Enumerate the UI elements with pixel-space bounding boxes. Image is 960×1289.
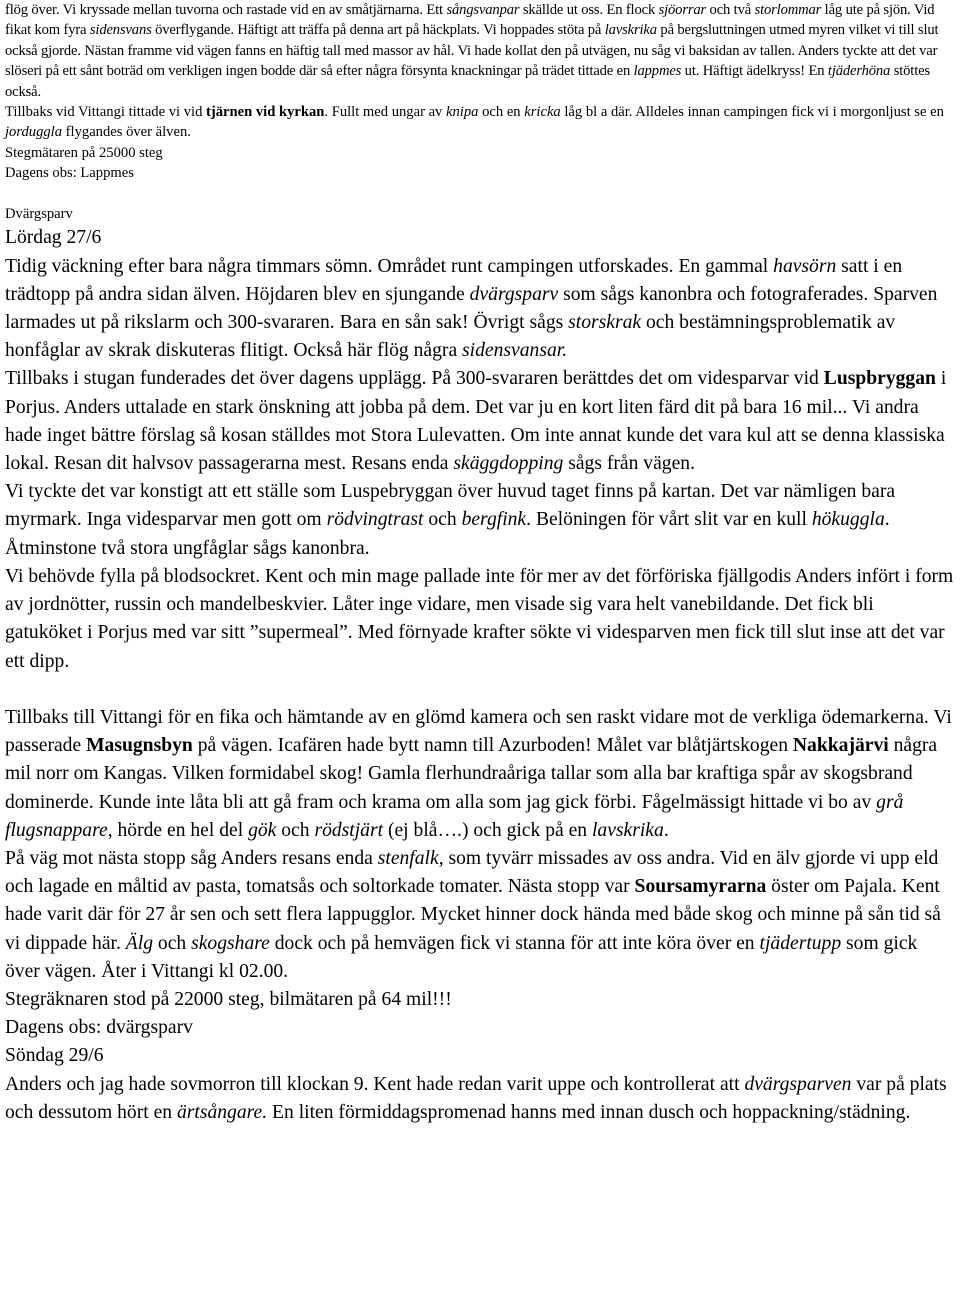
italic-species-name: storskrak	[568, 312, 642, 334]
text-run: på vägen. Icafären hade bytt namn till Azurboden! Målet var blåtjärtskogen	[192, 735, 793, 757]
italic-species-name: bergfink	[461, 509, 527, 531]
paragraph	[5, 163, 955, 183]
small-text-section	[5, 0, 955, 224]
italic-species-name: skäggdopping	[453, 453, 564, 475]
text-run: som gick över vägen. Åter i Vittangi kl 02.00.	[5, 932, 918, 982]
text-run: Tillbaks till Vittangi för en fika och hämtande av en glömd kamera och sen raskt vidare mot de verkliga ödemarkerna. Vi passerade	[5, 706, 952, 757]
text-run: i Porjus. Anders uttalade en stark önskning att jobba på dem. Det var ju en kort liten färd dit på bara 16 mil... Vi andra hade inget bättre förslag så kosan ställdes mot Stora Lulevatten. Om inte annat kunde det vara kul att se denna klassiska lokal. Resan dit halvsov passagerarna mest. Resans enda	[5, 368, 947, 475]
italic-species-name: rödvingtrast	[326, 509, 424, 531]
text-run: . Belöningen för vårt slit var en kull	[526, 509, 812, 531]
paragraph	[5, 224, 955, 252]
text-run: och	[153, 932, 192, 954]
text-run: låg ute på sjön. Vid fikat kom fyra	[5, 2, 935, 39]
italic-species-name: skogshare	[191, 932, 270, 954]
paragraph	[5, 845, 955, 986]
paragraph	[5, 102, 955, 143]
text-run: skällde ut oss. En flock	[519, 2, 659, 18]
italic-species-name: havsörn	[773, 255, 837, 277]
italic-species-name: sidensvans	[89, 22, 152, 39]
text-run: . Fullt med ungar av	[324, 104, 447, 121]
text-run: . Åtminstone två stora ungfåglar sågs kanonbra.	[5, 509, 890, 559]
text-run: dock och på hemvägen fick vi stanna för att inte köra över en	[269, 932, 760, 954]
italic-species-name: dvärgsparv	[469, 283, 559, 305]
italic-species-name: lavskrika	[604, 22, 657, 39]
text-run: och bestämningsproblematik av honfåglar av skrak diskuteras flitigt. Också här flög några	[5, 312, 896, 362]
text-run: stöttes också.	[5, 63, 930, 100]
italic-species-name: jorduggla	[5, 124, 63, 141]
italic-species-name: lappmes	[633, 63, 682, 80]
text-run: som sågs kanonbra och fotograferades. Sparven larmades ut på rikslarm och 300-svararen. Bara en sån sak! Övrigt sågs	[5, 283, 938, 334]
text-run: Stegräknaren stod på 22000 steg, bilmätaren på 64 mil!!!	[5, 988, 452, 1010]
text-run: och två	[706, 2, 755, 18]
italic-species-name: storlommar	[754, 2, 822, 18]
text-run: satt i en trädtopp på andra sidan älven. Höjdaren blev en sjungande	[5, 255, 903, 305]
italic-species-name: stenfalk,	[377, 847, 444, 869]
paragraph	[5, 986, 955, 1014]
bold-text: Masugnsbyn	[86, 735, 193, 757]
text-run: Tillbaks vid Vittangi tittade vi vid	[5, 104, 207, 121]
italic-species-name: sidensvansar.	[462, 340, 568, 362]
text-run: låg bl a där. Alldeles innan campingen fick vi i morgonljust se en	[560, 104, 944, 121]
paragraph	[5, 253, 955, 366]
text-run: Lördag 27/6	[5, 227, 102, 249]
large-text-section	[5, 224, 955, 1126]
text-run: öster om Pajala. Kent hade varit där för 27 år sen och sett flera lappugglor. Mycket hinner dock hända med både skog och minne på sån tid så vi dippade här.	[5, 876, 941, 954]
text-run: och	[276, 819, 315, 841]
text-run: Tillbaks i stugan funderades det över dagens upplägg. På 300-svararen berättdes det om videsparvar vid	[5, 368, 824, 390]
italic-species-name: sjöorrar	[658, 2, 707, 18]
blank-line	[5, 184, 955, 204]
text-run: var på plats och dessutom hört en	[5, 1073, 947, 1123]
text-run: Söndag 29/6	[5, 1045, 104, 1067]
italic-species-name: Älg	[125, 932, 154, 954]
text-run: på bergsluttningen utmed myren vilket vi till slut också gjorde. Nästan framme vid vägen fanns en häftig tall med massor av hål. Vi hade kollat den på utvägen, nu såg vi baksidan av tallen. Anders tyckte att det var slöseri på ett sånt boträd om verkligen ingen bodde där så efter några försynta knackningar på trädet tittade en	[5, 22, 939, 80]
text-run: överflygande. Häftigt att träffa på denna art på häckplats. Vi hoppades stöta på	[151, 22, 605, 39]
paragraph	[5, 143, 955, 163]
text-run: sågs från vägen.	[563, 453, 695, 475]
text-run: Vi tyckte det var konstigt att ett ställe som Luspebryggan över huvud taget finns på kartan. Det var nämligen bara myrmark. Inga videsparvar men gott om	[5, 481, 896, 531]
text-run: , hörde en hel del	[107, 819, 249, 841]
text-run: som tyvärr missades av oss andra. Vid en älv gjorde vi upp eld och lagade en måltid av pasta, tomatsås och soltorkade tomater. Nästa stopp var	[5, 847, 939, 898]
text-run: Stegmätaren på 25000 steg	[5, 144, 163, 161]
italic-species-name: grå flugsnappare	[5, 791, 904, 841]
blank-line	[5, 676, 955, 704]
italic-species-name: gök	[248, 819, 277, 841]
paragraph	[5, 204, 955, 224]
italic-species-name: tjäderhöna	[827, 63, 891, 80]
text-run: flygandes över älven.	[62, 124, 191, 141]
italic-species-name: hökuggla	[811, 509, 885, 531]
paragraph	[5, 1071, 955, 1127]
text-run: Tidig väckning efter bara några timmars sömn. Området runt campingen utforskades. En gammal	[5, 255, 774, 277]
text-run: På väg mot nästa stopp såg Anders resans enda	[5, 847, 378, 869]
paragraph	[5, 704, 955, 845]
paragraph	[5, 1014, 955, 1042]
paragraph	[5, 0, 955, 102]
text-run: Vi behövde fylla på blodsockret. Kent och min mage pallade inte för mer av det förföriska fjällgodis Anders infört i form av jordnötter, russin och mandelbeskvier. Låter inge vidare, men visade sig vara helt vanebildande. Det fick bli gatuköket i Porjus med var sitt ”supermeal”. Med förnyade krafter sökte vi videsparven men fick till slut inse att det var ett dipp.	[5, 565, 954, 672]
text-run: Dagens obs: Lappmes	[5, 165, 134, 182]
text-run: Dagens obs: dvärgsparv	[5, 1017, 193, 1039]
text-run: ut. Häftigt ädelkryss! En	[681, 63, 828, 80]
bold-text: Luspbryggan	[823, 368, 936, 390]
bold-text: Soursamyrarna	[634, 876, 767, 898]
italic-species-name: knipa	[446, 104, 479, 121]
text-run: Dvärgsparv	[5, 206, 73, 223]
italic-species-name: sångsvanpar	[446, 2, 520, 18]
italic-species-name: dvärgsparven	[744, 1073, 852, 1095]
text-run: flög över. Vi kryssade mellan tuvorna och rastade vid en av småtjärnarna. Ett	[5, 2, 447, 18]
italic-species-name: kricka	[524, 104, 561, 121]
paragraph	[5, 1042, 955, 1070]
italic-species-name: tjädertupp	[759, 932, 842, 954]
text-run: En liten förmiddagspromenad hanns med innan dusch och hoppackning/städning.	[267, 1101, 911, 1123]
italic-species-name: ärtsångare.	[176, 1101, 268, 1123]
bold-text: tjärnen vid kyrkan	[206, 104, 325, 121]
text-run: .	[663, 819, 669, 841]
text-run: Anders och jag hade sovmorron till klockan 9. Kent hade redan varit uppe och kontrollerat att	[5, 1073, 745, 1095]
paragraph	[5, 563, 955, 676]
paragraph	[5, 365, 955, 478]
document-page	[5, 0, 955, 1127]
text-run: och en	[478, 104, 525, 121]
text-run: och	[423, 509, 462, 531]
text-run: (ej blå….) och gick på en	[383, 819, 592, 841]
italic-species-name: lavskrika	[591, 819, 664, 841]
bold-text: Nakkajärvi	[792, 735, 889, 757]
italic-species-name: rödstjärt	[314, 819, 384, 841]
text-run: några mil norr om Kangas. Vilken formidabel skog! Gamla flerhundraåriga tallar som alla bar kraftiga spår av skogsbrand dominerde. Kunde inte låta bli att gå fram och krama om alla som jag gick förbi. Fågelmässigt hittade vi bo av	[5, 735, 938, 813]
paragraph	[5, 478, 955, 563]
